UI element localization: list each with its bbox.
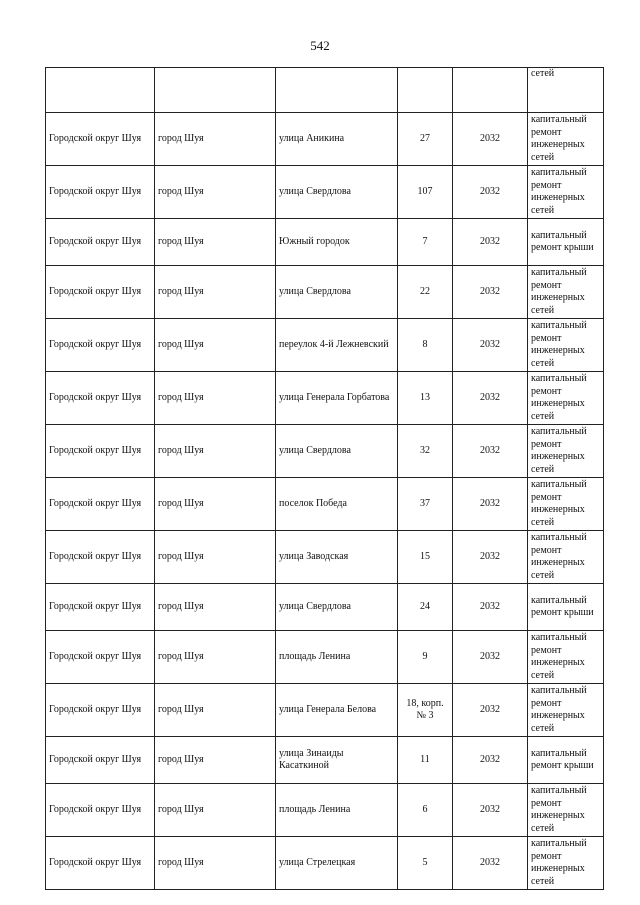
cell-year: [453, 68, 528, 113]
cell-locality: город Шуя: [155, 372, 276, 425]
table-row: [46, 784, 604, 837]
cell-house: [398, 68, 453, 113]
table-row: [46, 478, 604, 531]
cell-house: 8: [398, 319, 453, 372]
cell-year: 2032: [453, 631, 528, 684]
table-row: [46, 531, 604, 584]
cell-district: Городской округ Шуя: [46, 219, 155, 266]
cell-locality: город Шуя: [155, 478, 276, 531]
cell-street: улица Аникина: [276, 113, 398, 166]
cell-year: 2032: [453, 166, 528, 219]
cell-work-type: капитальный ремонт крыши: [528, 219, 604, 266]
cell-locality: город Шуя: [155, 631, 276, 684]
cell-locality: город Шуя: [155, 319, 276, 372]
cell-locality: город Шуя: [155, 684, 276, 737]
cell-year: 2032: [453, 837, 528, 890]
table-body: [46, 68, 604, 890]
housing-repair-table: [45, 67, 604, 890]
cell-house: 107: [398, 166, 453, 219]
table-row: [46, 837, 604, 890]
cell-work-type: капитальный ремонт инженерных сетей: [528, 166, 604, 219]
cell-year: 2032: [453, 684, 528, 737]
cell-street: площадь Ленина: [276, 784, 398, 837]
cell-work-type: капитальный ремонт крыши: [528, 584, 604, 631]
cell-house: 18, корп. № 3: [398, 684, 453, 737]
cell-district: Городской округ Шуя: [46, 425, 155, 478]
cell-street: улица Зинаиды Касаткиной: [276, 737, 398, 784]
cell-street: улица Свердлова: [276, 584, 398, 631]
cell-house: 15: [398, 531, 453, 584]
cell-house: 27: [398, 113, 453, 166]
cell-year: 2032: [453, 219, 528, 266]
cell-district: Городской округ Шуя: [46, 113, 155, 166]
cell-district: [46, 68, 155, 113]
cell-district: Городской округ Шуя: [46, 784, 155, 837]
cell-street: улица Свердлова: [276, 425, 398, 478]
table-row: [46, 631, 604, 684]
cell-year: 2032: [453, 372, 528, 425]
cell-house: 5: [398, 837, 453, 890]
table-row: [46, 737, 604, 784]
cell-year: 2032: [453, 425, 528, 478]
cell-work-type: капитальный ремонт инженерных сетей: [528, 425, 604, 478]
cell-locality: город Шуя: [155, 266, 276, 319]
table-row: [46, 425, 604, 478]
cell-house: 7: [398, 219, 453, 266]
cell-district: Городской округ Шуя: [46, 737, 155, 784]
cell-street: улица Стрелецкая: [276, 837, 398, 890]
page-number: 542: [310, 38, 330, 53]
cell-district: Городской округ Шуя: [46, 684, 155, 737]
cell-locality: город Шуя: [155, 166, 276, 219]
cell-year: 2032: [453, 478, 528, 531]
cell-district: Городской округ Шуя: [46, 319, 155, 372]
table-row: [46, 684, 604, 737]
cell-year: 2032: [453, 531, 528, 584]
cell-street: улица Свердлова: [276, 166, 398, 219]
cell-district: Городской округ Шуя: [46, 266, 155, 319]
cell-street: Южный городок: [276, 219, 398, 266]
cell-street: площадь Ленина: [276, 631, 398, 684]
cell-work-type: капитальный ремонт инженерных сетей: [528, 266, 604, 319]
cell-house: 22: [398, 266, 453, 319]
cell-street: улица Заводская: [276, 531, 398, 584]
cell-work-type: капитальный ремонт инженерных сетей: [528, 372, 604, 425]
cell-house: 13: [398, 372, 453, 425]
cell-district: Городской округ Шуя: [46, 837, 155, 890]
cell-year: 2032: [453, 584, 528, 631]
cell-locality: город Шуя: [155, 584, 276, 631]
cell-work-type: капитальный ремонт инженерных сетей: [528, 784, 604, 837]
table-row: [46, 113, 604, 166]
table-row: [46, 319, 604, 372]
cell-house: 37: [398, 478, 453, 531]
cell-locality: город Шуя: [155, 784, 276, 837]
cell-work-type: капитальный ремонт крыши: [528, 737, 604, 784]
cell-year: 2032: [453, 737, 528, 784]
cell-work-type: капитальный ремонт инженерных сетей: [528, 531, 604, 584]
cell-street: улица Генерала Белова: [276, 684, 398, 737]
cell-district: Городской округ Шуя: [46, 531, 155, 584]
cell-locality: город Шуя: [155, 219, 276, 266]
table-row: [46, 166, 604, 219]
cell-locality: город Шуя: [155, 113, 276, 166]
cell-work-type: капитальный ремонт инженерных сетей: [528, 837, 604, 890]
cell-work-type: капитальный ремонт инженерных сетей: [528, 631, 604, 684]
cell-work-type: капитальный ремонт инженерных сетей: [528, 319, 604, 372]
cell-house: 6: [398, 784, 453, 837]
cell-street: [276, 68, 398, 113]
table-row: [46, 219, 604, 266]
cell-district: Городской округ Шуя: [46, 478, 155, 531]
cell-year: 2032: [453, 113, 528, 166]
cell-work-type: капитальный ремонт инженерных сетей: [528, 478, 604, 531]
cell-district: Городской округ Шуя: [46, 372, 155, 425]
cell-work-type: сетей: [528, 68, 604, 113]
table-row: [46, 266, 604, 319]
cell-locality: город Шуя: [155, 531, 276, 584]
cell-house: 32: [398, 425, 453, 478]
cell-locality: город Шуя: [155, 425, 276, 478]
cell-work-type: капитальный ремонт инженерных сетей: [528, 113, 604, 166]
cell-house: 24: [398, 584, 453, 631]
cell-year: 2032: [453, 319, 528, 372]
cell-street: улица Генерала Горбатова: [276, 372, 398, 425]
cell-work-type: капитальный ремонт инженерных сетей: [528, 684, 604, 737]
table-row: [46, 372, 604, 425]
table-row: [46, 584, 604, 631]
cell-locality: [155, 68, 276, 113]
table-row-continued: [46, 68, 604, 113]
cell-street: переулок 4-й Лежневский: [276, 319, 398, 372]
cell-year: 2032: [453, 266, 528, 319]
cell-street: улица Свердлова: [276, 266, 398, 319]
cell-locality: город Шуя: [155, 837, 276, 890]
cell-locality: город Шуя: [155, 737, 276, 784]
cell-district: Городской округ Шуя: [46, 584, 155, 631]
cell-district: Городской округ Шуя: [46, 631, 155, 684]
cell-district: Городской округ Шуя: [46, 166, 155, 219]
cell-house: 9: [398, 631, 453, 684]
cell-year: 2032: [453, 784, 528, 837]
cell-house: 11: [398, 737, 453, 784]
cell-street: поселок Победа: [276, 478, 398, 531]
